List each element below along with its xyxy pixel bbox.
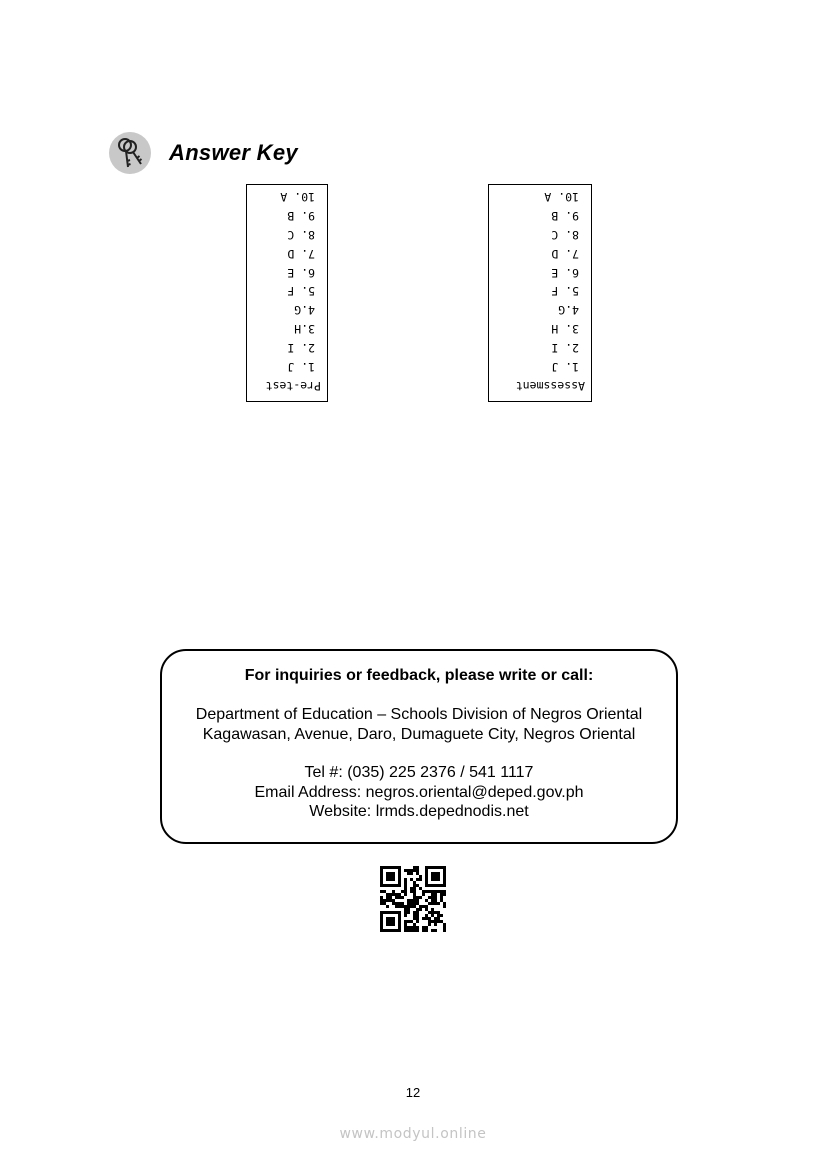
assessment-answer-8: 8. C: [551, 227, 579, 242]
assessment-answer-10: 10. A: [544, 189, 579, 204]
contact-email: Email Address: negros.oriental@deped.gov.ph: [254, 783, 584, 801]
assessment-answer-6: 6. E: [551, 265, 579, 280]
assessment-heading: Assessment: [515, 379, 585, 393]
pretest-answer-1: 1. J: [287, 360, 315, 375]
assessment-answer-7: 7. D: [551, 246, 579, 261]
pretest-answer-5: 5. F: [287, 284, 315, 299]
pretest-answer-6: 6. E: [287, 265, 315, 280]
pretest-answer-box: [246, 184, 328, 402]
assessment-answer-9: 9. B: [551, 208, 579, 223]
contact-heading: For inquiries or feedback, please write or call:: [244, 667, 594, 684]
watermark: www.modyul.online: [339, 1126, 487, 1142]
contact-box: [160, 649, 678, 844]
pretest-answer-2: 2. I: [287, 341, 315, 356]
contact-office: Department of Education – Schools Division of Negros Oriental: [195, 706, 643, 723]
pretest-heading: Pre-test: [265, 379, 321, 393]
pretest-answer-10: 10. A: [280, 189, 315, 204]
pretest-answer-4: 4.G: [294, 303, 315, 318]
section-title: Answer Key: [169, 140, 298, 165]
assessment-answer-3: 3. H: [551, 322, 579, 337]
keys-icon: [108, 131, 152, 175]
pretest-answer-3: 3.H: [294, 322, 315, 337]
assessment-answer-1: 1. J: [551, 360, 579, 375]
contact-address: Kagawasan, Avenue, Daro, Dumaguete City, Negros Oriental: [202, 725, 636, 743]
assessment-answer-4: 4.G: [558, 303, 579, 318]
assessment-answer-box: [488, 184, 592, 402]
contact-website: Website: lrmds.depednodis.net: [309, 803, 529, 820]
assessment-answer-2: 2. I: [551, 341, 579, 356]
pretest-answer-8: 8. C: [287, 227, 315, 242]
pretest-answer-7: 7. D: [287, 246, 315, 261]
qr-code-icon: [380, 866, 446, 932]
pretest-answer-9: 9. B: [287, 208, 315, 223]
contact-tel: Tel #: (035) 225 2376 / 541 1117: [304, 764, 534, 781]
assessment-answer-5: 5. F: [551, 284, 579, 299]
page-number: 12: [405, 1085, 421, 1100]
